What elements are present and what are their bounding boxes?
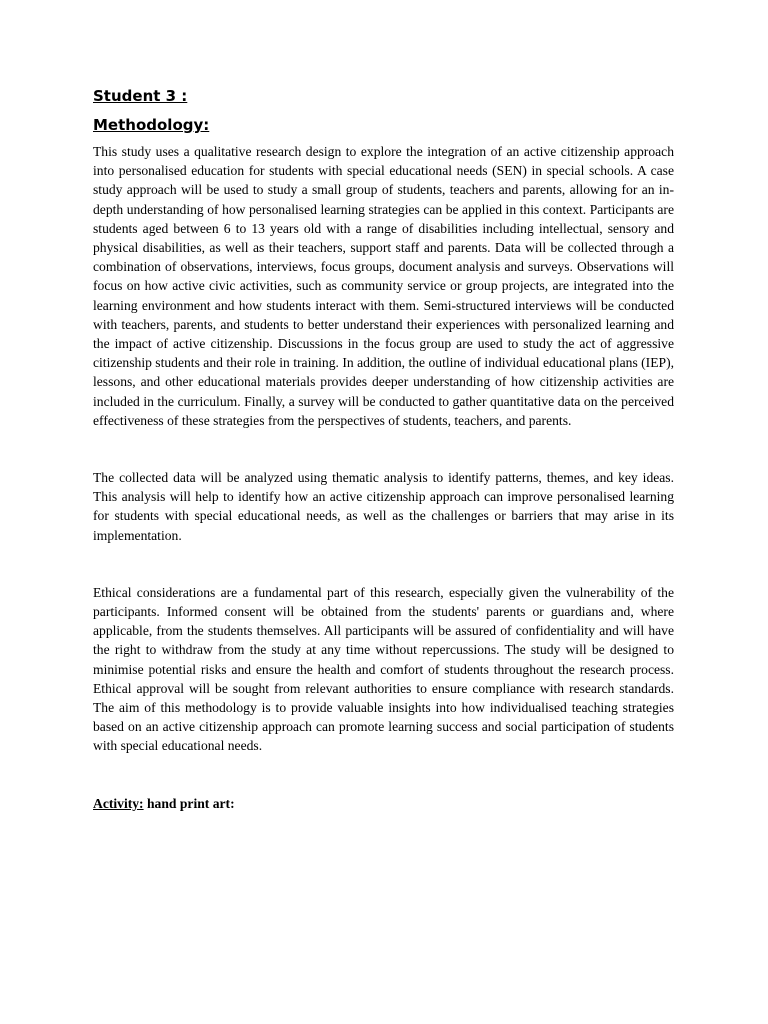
document-page xyxy=(93,86,674,813)
student-heading: Student 3 : xyxy=(93,87,188,105)
ethics-paragraph: Ethical considerations are a fundamental part of this research, especially given the vulnerability of the participants. Informed consent will be obtained from the students' parents or guardians and, where applicable, from the students themselves. All participants will be assured of confidentiality and will have the right to withdraw from the study at any time without repercussions. The study will be designed to minimise potential risks and ensure the health and comfort of students throughout the research process. Ethical approval will be sought from relevant authorities to ensure compliance with research standards. The aim of this methodology is to provide valuable insights into how individualised teaching strategies based on an active citizenship approach can promote learning success and social participation of students with special educational needs. xyxy=(93,584,674,754)
activity-label: Activity: xyxy=(93,795,144,811)
activity-line xyxy=(93,794,674,813)
methodology-paragraph-1: This study uses a qualitative research design to explore the integration of an active citizenship approach into personalised education for students with special educational needs (SEN) in special schools. A case study approach will be used to study a small group of students, teachers and parents, allowing for an in-depth understanding of how personalised learning strategies can be applied in this context. Participants are students aged between 6 to 13 years old with a range of disabilities including intellectual, sensory and physical disabilities, as well as their teachers, support staff and parents. Data will be collected through a combination of observations, interviews, focus groups, document analysis and surveys. Observations will focus on how active civic activities, such as community service or group projects, are integrated into the learning environment and how students interact with them. Semi-structured interviews will be conducted with teachers, parents, and students to better understand their experiences with personalized learning and the impact of active citizenship. Discussions in the focus group are used to study the act of aggressive citizenship students and their role in training. In addition, the outline of individual educational plans (IEP), lessons, and other educational materials provides deeper understanding of how citizenship activities are included in the curriculum. Finally, a survey will be conducted to gather quantitative data on the perceived effectiveness of these strategies from the perspectives of students, teachers, and parents. xyxy=(93,144,674,428)
methodology-heading: Methodology: xyxy=(93,116,210,134)
analysis-paragraph: The collected data will be analyzed using thematic analysis to identify patterns, themes, and key ideas. This analysis will help to identify how an active citizenship approach can improve personalised learning for students with special educational needs, as well as the challenges or barriers that may arise in its implementation. xyxy=(93,470,674,543)
activity-text: hand print art: xyxy=(143,795,235,811)
